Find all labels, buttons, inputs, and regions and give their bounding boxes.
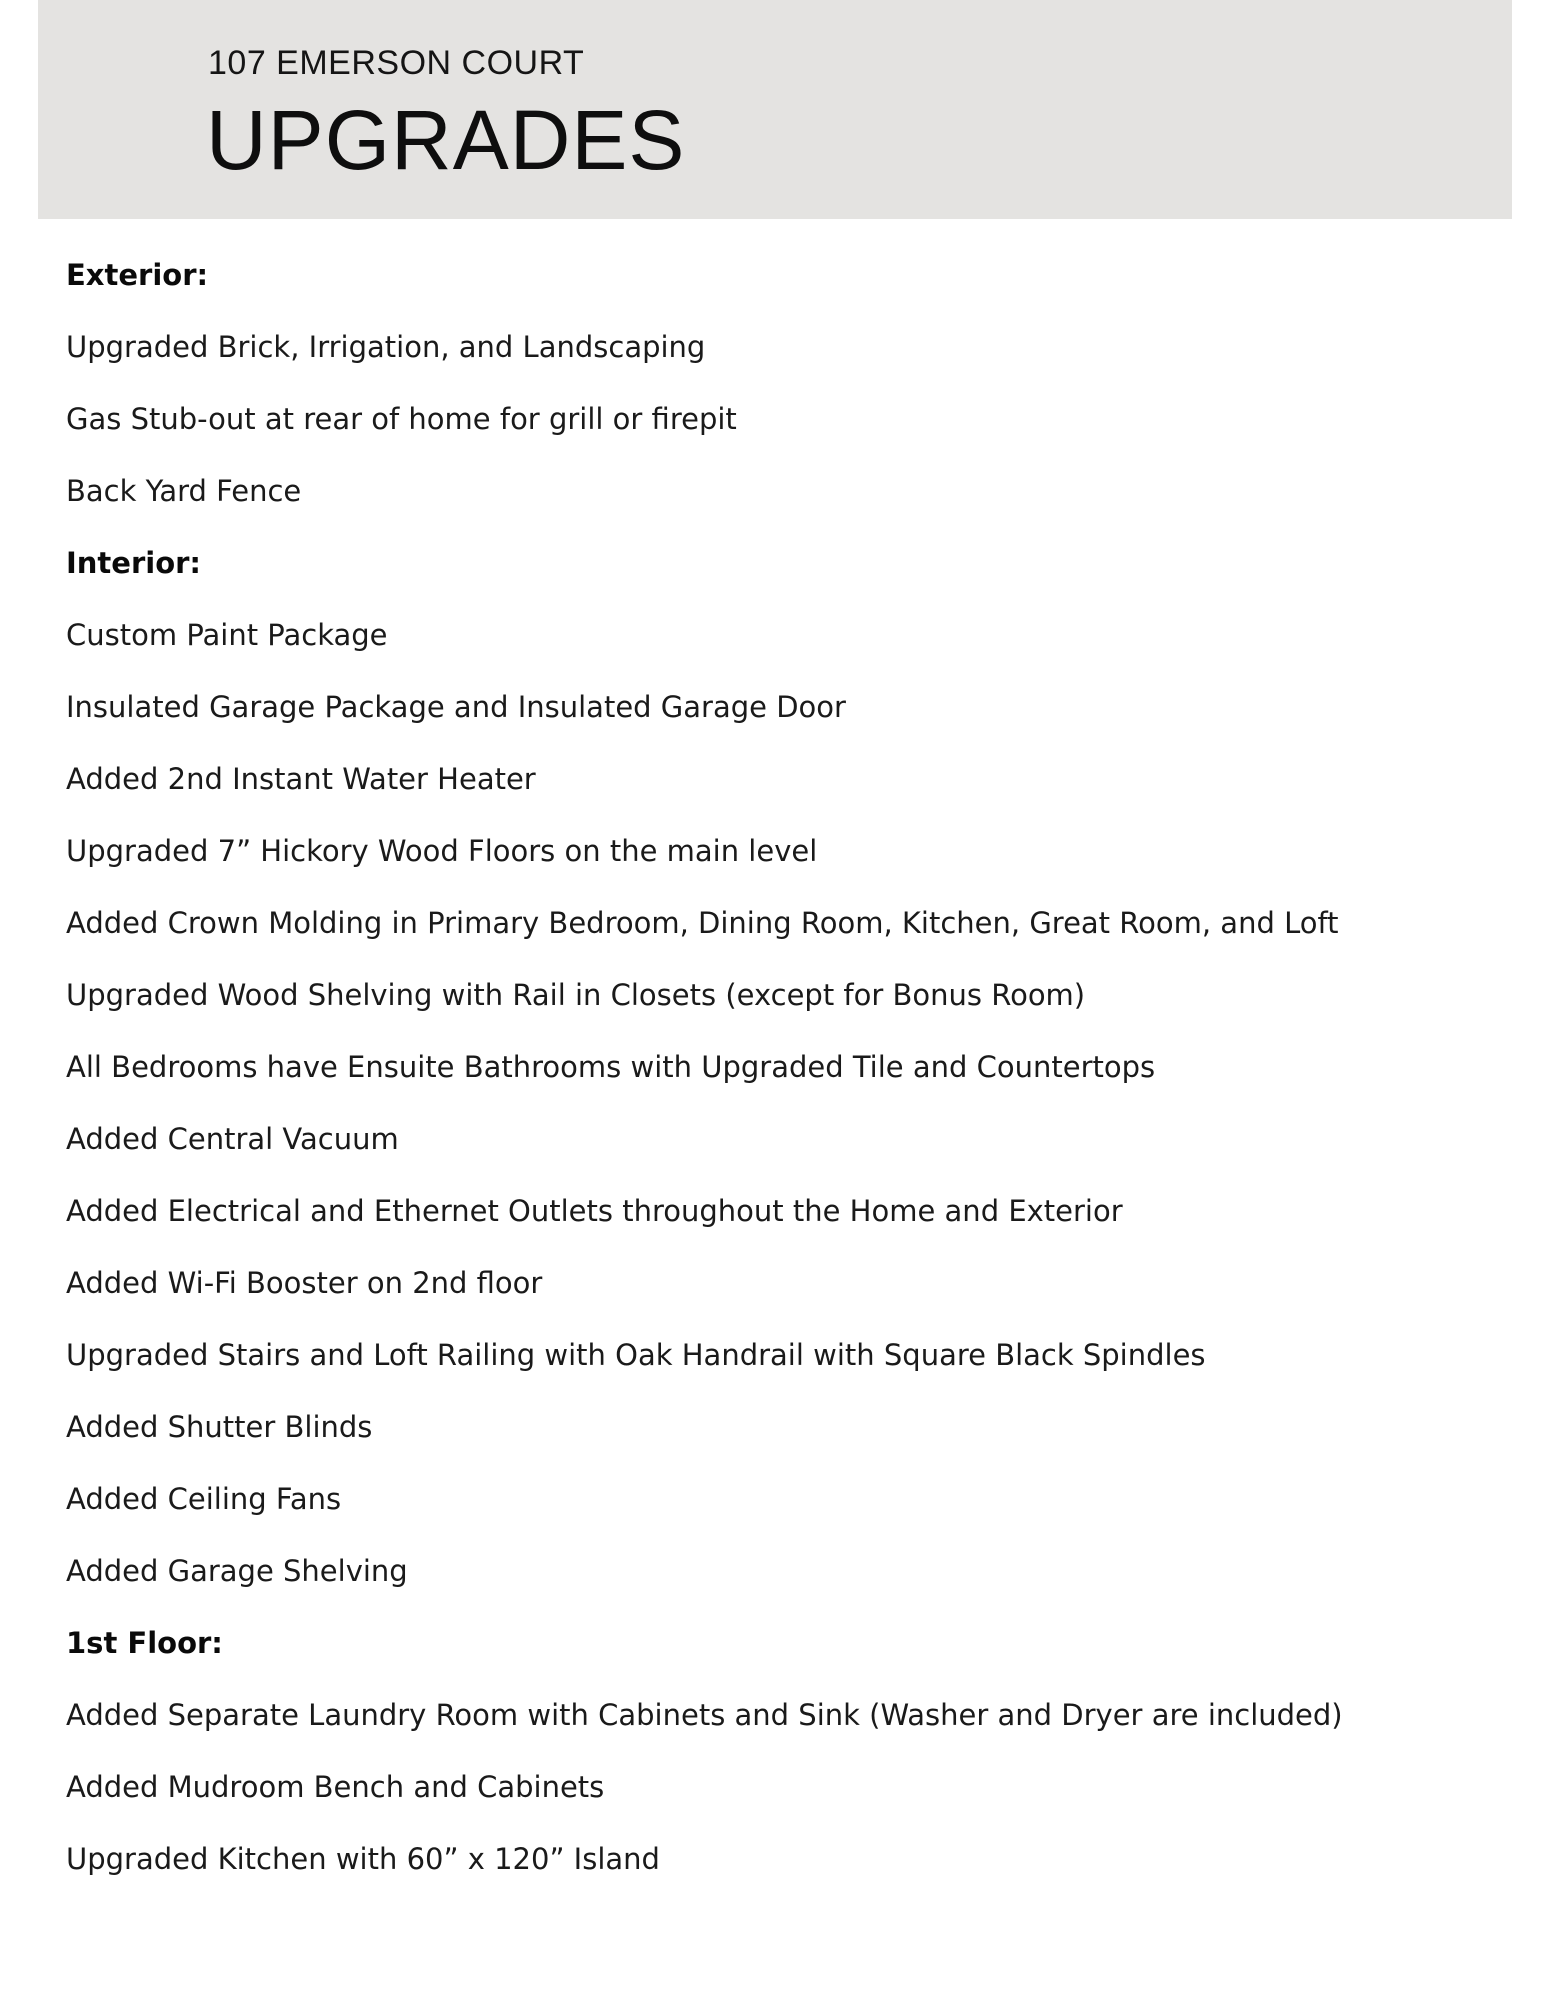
list-item: Insulated Garage Package and Insulated Garage Door: [66, 690, 846, 724]
section-heading-interior: Interior:: [66, 546, 202, 580]
list-item: All Bedrooms have Ensuite Bathrooms with Upgraded Tile and Countertops: [66, 1050, 1156, 1084]
list-item: Added Ceiling Fans: [66, 1482, 342, 1516]
page-title: UPGRADES: [206, 93, 686, 187]
list-item: Upgraded Brick, Irrigation, and Landscaping: [66, 330, 706, 364]
list-item: Added 2nd Instant Water Heater: [66, 762, 536, 796]
list-item: Added Electrical and Ethernet Outlets throughout the Home and Exterior: [66, 1194, 1123, 1228]
property-address: 107 EMERSON COURT: [208, 44, 585, 82]
header-band: [38, 0, 1512, 219]
section-heading-1st-floor: 1st Floor:: [66, 1626, 223, 1660]
list-item: Gas Stub-out at rear of home for grill or firepit: [66, 402, 737, 436]
list-item: Upgraded Wood Shelving with Rail in Closets (except for Bonus Room): [66, 978, 1086, 1012]
list-item: Custom Paint Package: [66, 618, 388, 652]
list-item: Added Mudroom Bench and Cabinets: [66, 1770, 605, 1804]
list-item: Upgraded Stairs and Loft Railing with Oak Handrail with Square Black Spindles: [66, 1338, 1206, 1372]
list-item: Added Shutter Blinds: [66, 1410, 373, 1444]
list-item: Added Garage Shelving: [66, 1554, 408, 1588]
list-item: Upgraded 7” Hickory Wood Floors on the main level: [66, 834, 818, 868]
list-item: Added Separate Laundry Room with Cabinets and Sink (Washer and Dryer are included): [66, 1698, 1343, 1732]
list-item: Back Yard Fence: [66, 474, 302, 508]
list-item: Added Central Vacuum: [66, 1122, 399, 1156]
section-heading-exterior: Exterior:: [66, 258, 209, 292]
upgrades-list: [66, 251, 1506, 1907]
list-item: Added Crown Molding in Primary Bedroom, Dining Room, Kitchen, Great Room, and Loft: [66, 906, 1339, 940]
list-item: Upgraded Kitchen with 60” x 120” Island: [66, 1842, 660, 1876]
list-item: Added Wi-Fi Booster on 2nd floor: [66, 1266, 543, 1300]
